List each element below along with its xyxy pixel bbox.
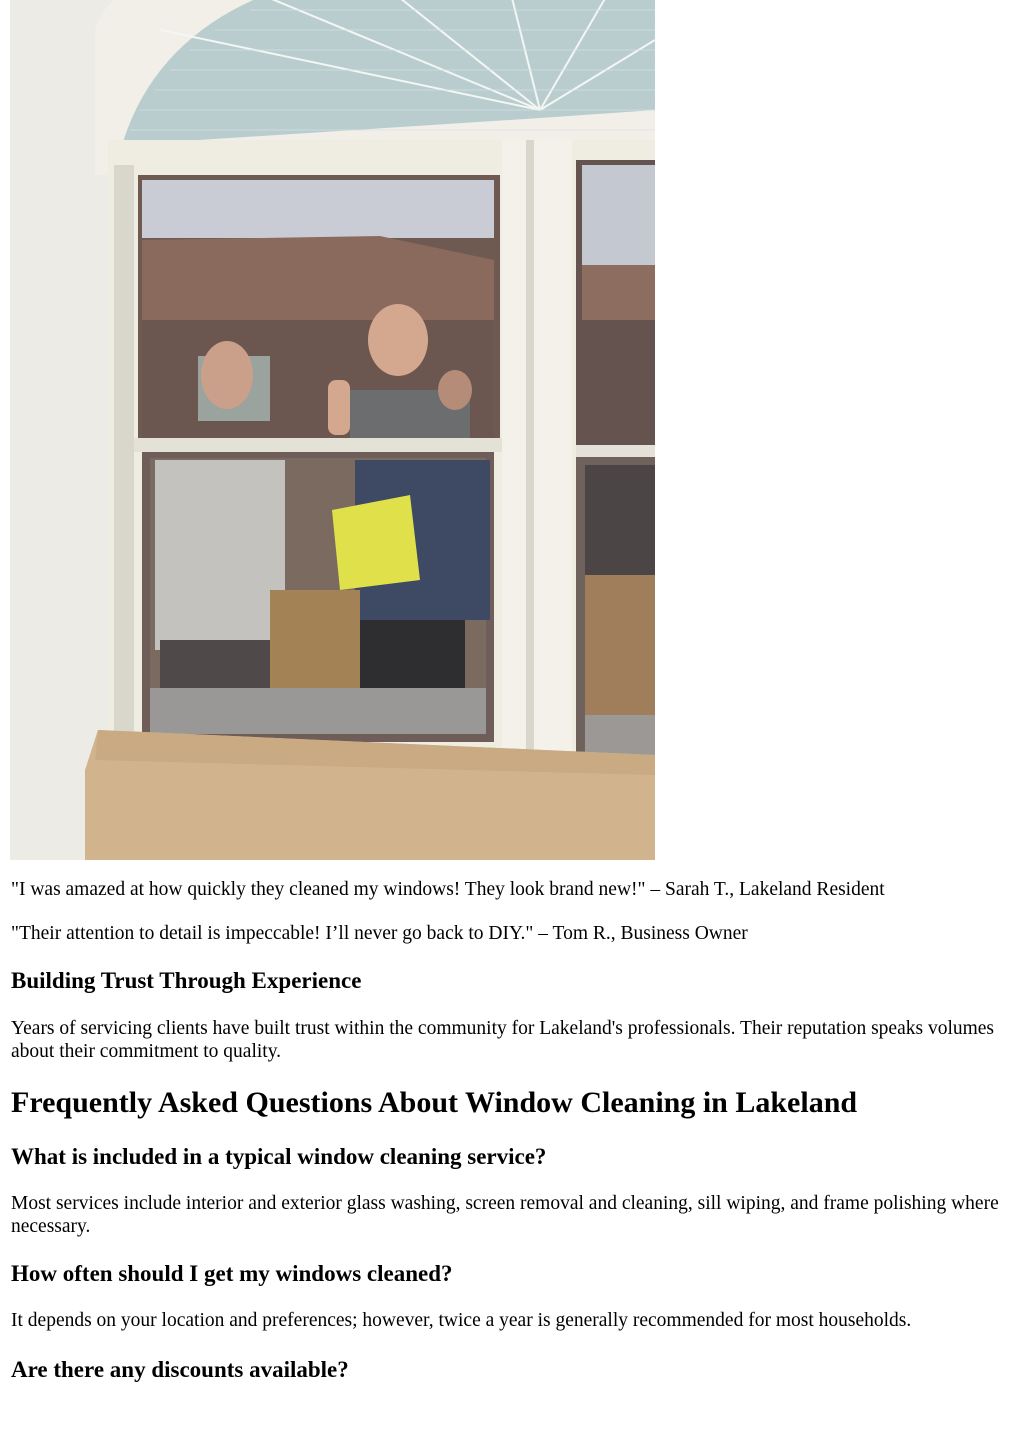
testimonial-sarah: "I was amazed at how quickly they cleaned my windows! They look brand new!" – Sarah T., Lakeland Resident [11,879,885,900]
faq-heading: Frequently Asked Questions About Window Cleaning in Lakeland [11,1086,858,1119]
article-content [11,878,1011,1384]
faq-question-included: What is included in a typical window cleaning service? [11,1144,547,1169]
faq-answer-frequency: It depends on your location and preferences; however, twice a year is generally recommended for most households. [11,1310,912,1331]
window-cleaners-photo [10,0,655,860]
trust-section-text: Years of servicing clients have built trust within the community for Lakeland's professionals. Their reputation speaks volumes about their commitment to quality. [11,1018,995,1062]
faq-question-discounts: Are there any discounts available? [11,1357,349,1382]
trust-section-heading: Building Trust Through Experience [11,968,362,993]
testimonial-tom: "Their attention to detail is impeccable! I’ll never go back to DIY." – Tom R., Business Owner [11,923,748,944]
faq-question-frequency: How often should I get my windows cleaned? [11,1261,453,1286]
faq-answer-included: Most services include interior and exterior glass washing, screen removal and cleaning, sill wiping, and frame polishing where necessary. [11,1193,999,1237]
